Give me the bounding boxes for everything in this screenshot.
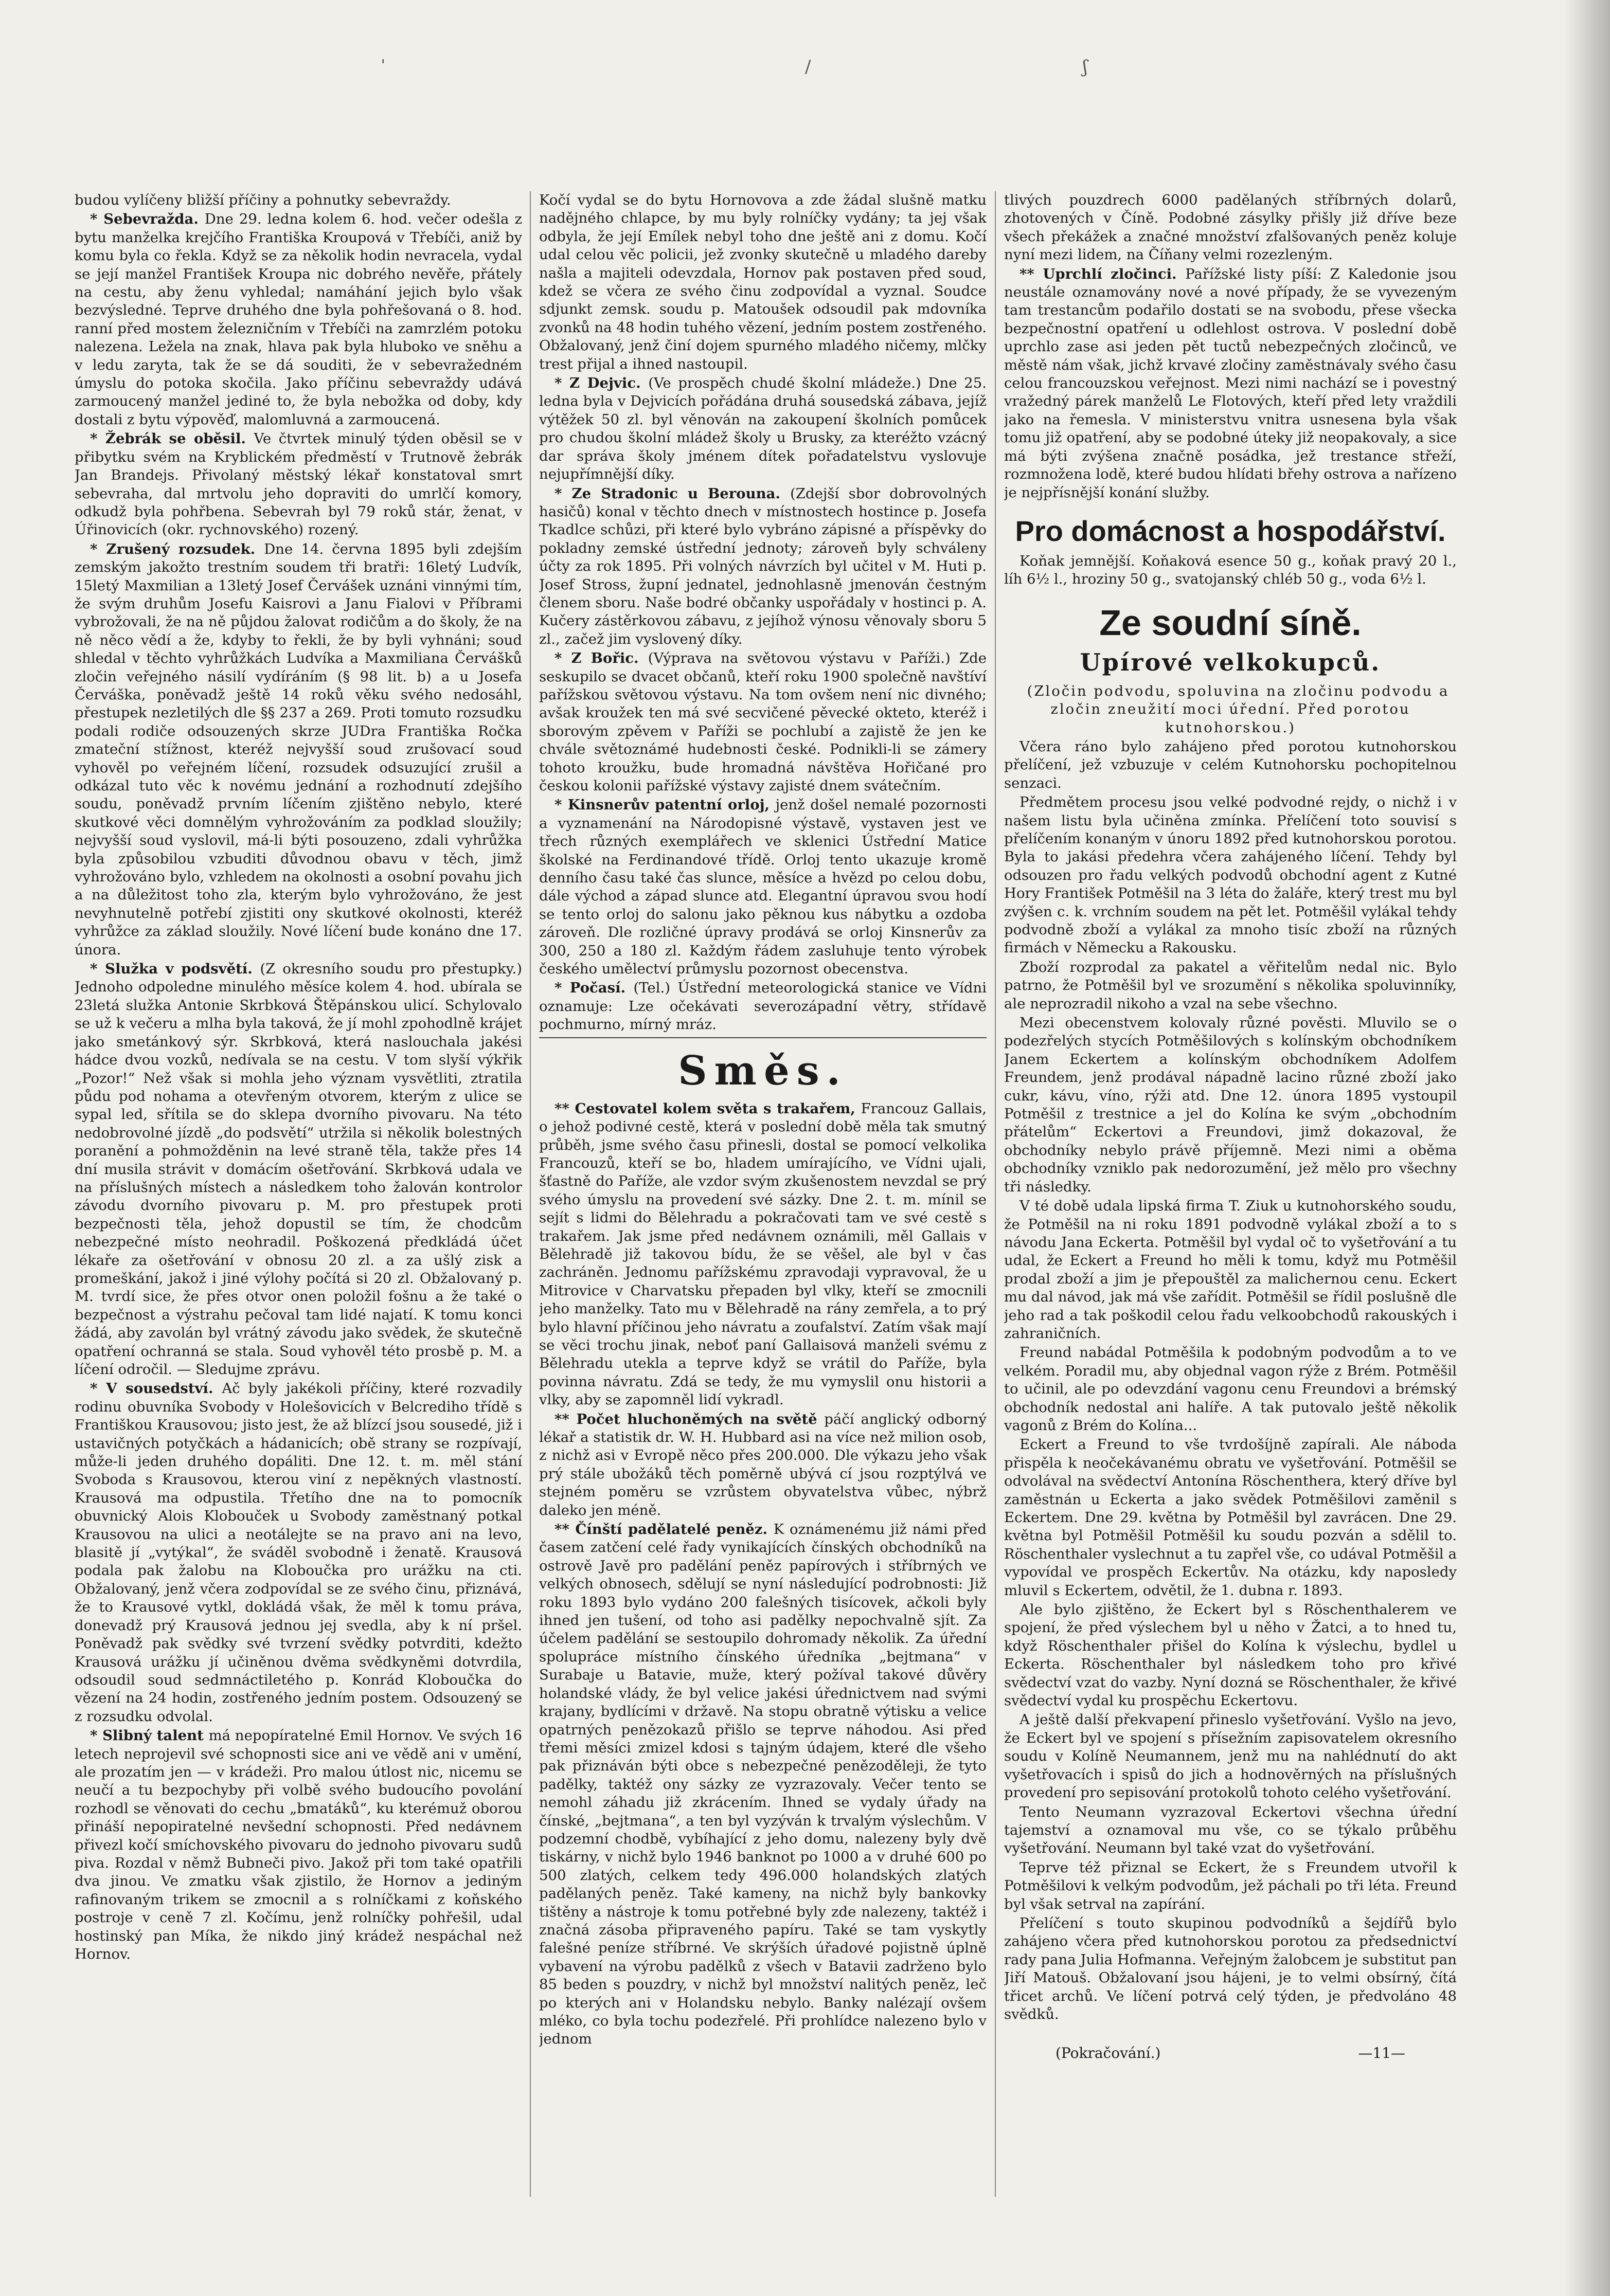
- article-text: tlivých pouzdrech 6000 padělaných stříbrných dolarů, zhotovených v Číně. Podobné zásylky přišly již dříve beze všech překážek a značné množství zfalšovaných peněz koluje nyní mezi lidem, na Číňany velmi rozezleným.: [1004, 192, 1457, 263]
- article-paragraph: [539, 979, 987, 1034]
- article-paragraph: [1004, 265, 1457, 502]
- article-text: Kočí vydal se do bytu Hornovova a zde žádal slušně matku nadějného chlapce, by mu byly rolníčky vydány; ta jej však odbyla, že její Emílek nebyl toho dne ještě ani z domu. Kočí udal celou věc policii, jež zvonky skutečně u mladého dareby našla a majiteli odevzdala, Hornov pak postaven před soud, kdež se včera ze svého činu zodpovídal a vyznal. Soudce sdjunkt zemsk. soudu p. Matoušek odsoudil pak mdovníka zvonků na 48 hodin tuhého vězení, jedním postem zostřeného. Obžalovaný, jenž činí dojem spurného mladého ničemy, mlčky trest přijal a ihned nastoupil.: [539, 192, 987, 372]
- article-paragraph: [1004, 1859, 1457, 1913]
- article-headline: * Služka v podsvětí.: [90, 961, 260, 978]
- article-paragraph: [1004, 1914, 1457, 2023]
- article-paragraph: [539, 191, 987, 373]
- article-paragraph: [1004, 1711, 1457, 1802]
- article-headline: ** Počet hluchoněmých na světě: [554, 1411, 825, 1427]
- page-footer: [1004, 2044, 1457, 2062]
- article-paragraph: [75, 540, 522, 959]
- section-heading-household: Pro domácnost a hospodářství.: [1015, 514, 1446, 547]
- article-text: A ještě další překvapení přineslo vyšetřování. Vyšlo na jevo, že Eckert byl ve spojení s přísežním zapisovatelem okresního soudu v Kolíně Neumannem, jenž mu na nahlédnutí do akt vyšetřovacích i spisů do jich a hodnověrných na příslušných provedení pro sepisování protokolů tohoto celého vyšetřování.: [1004, 1711, 1457, 1801]
- article-paragraph: [75, 1727, 522, 1963]
- article-headline: ** Uprchlí zločinci.: [1019, 265, 1186, 282]
- article-paragraph: [75, 1380, 522, 1726]
- article-text: Mezi obecenstvem kolovaly různé pověsti. Mluvilo se o podezřelých stycích Potměšilových s kolínským obchodníkem Janem Eckertem a kolínským obchodníkem Adolfem Freundem, jenž prodával nápadně lacino různé zboží jako cukr, kávu, víno, rýži atd. Dne 12. února 1895 vystoupil Potměšil z trestnice a jel do Kolína ke svým „obchodním přátelům“ Eckertovi a Freundovi, jimž dokazoval, že obchodníky nebylo právě příjemně. Mezi nimi a oběma obchodníky vzniklo pak nedorozumění, jež mělo pro všechny tři následky.: [1004, 1015, 1457, 1195]
- article-text: Ve čtvrtek minulý týden oběsil se v přibytku svém na Kryblickém předměstí v Trutnově žebrák Jan Brandejs. Přivolaný městský lékař konstatoval smrt sebevraha, dal mrtvolu jeho dopraviti do umrlčí komory, odkudž byla pohřbena. Sebevrah byl 79 roků stár, ženat, v Úřinovicích (okr. rychnovského) rozený.: [75, 430, 522, 538]
- article-paragraph: [75, 960, 522, 1379]
- article-paragraph: [1004, 1803, 1457, 1858]
- article-headline: * Z Dejvic.: [554, 375, 649, 392]
- page-number: —11—: [1358, 2045, 1405, 2062]
- article-text: Pařížské listy píší: Z Kaledonie jsou neustále oznamovány nové a nové případy, že se vyvezeným tam trestancům podařilo dostati se na svobodu, přese všecka bezpečnostní opatření u odlehlost ostrova. V poslední době uprchlo zase asi jeden pět tuctů nebezpečných zločinců, ve městě nám však, jichž krvavé zločiny zaměstnávaly svého času celou francouzskou veřejnost. Mezi nimi nachází se i povestný vražedný párek manželů Le Flotových, kteří před lety vraždili jako na řemesla. V ministerstvu vnitra usnesena byla však tomu již opatření, aby se podobné úteky již neopakovaly, a sice má býti zvýšena značně posádka, jež trestance střeží, rozmnožena lodě, které budou hlídati břehy ostrova a nařízeno je nejpřísnější konání služby.: [1004, 265, 1457, 501]
- article-text: Dne 29. ledna kolem 6. hod. večer odešla z bytu manželka krejčího Františka Kroupová v Třebíči, aniž by komu byla co řekla. Když se za několik hodin nevracela, vydal se její manžel František Kroupa nic dobrého nevěře, přátely na cestu, aby ženu vyhledal; namáhání jejich bylo však bezvýsledné. Teprve druhého dne byla pohřešovaná o 8. hod. ranní před mostem železničním v Třebíči na zamrzlém potoku nalezena. Ležela na znak, hlava pak byla hluboko ve sněhu a v ledu zaryta, tak že se dá souditi, že v sebevražedném úmyslu do potoka skočila. Jako příčinu sebevraždy udává zarmoucený manžel jediné to, že byla nebožka od doby, kdy dostali z bytu výpověď, malomluvná a zarmoucená.: [75, 211, 522, 428]
- article-headline: * Zrušený rozsudek.: [90, 540, 264, 557]
- article-text: Dne 14. června 1895 byli zdejším zemským jakožto trestním soudem tři bratři: 16letý Ludvík, 15letý Maxmilian a 13letý Josef Červášek uznáni vinnými tím, že svým druhům Josefu Kaisrovi a Janu Fialovi v Příbrami vybrožovali, že na ně půjdou žalovat rodičům a do školy, že na ně něco vědí a že, kdyby to řekli, že by byli vyhnáni; soud shledal v těchto vyhrůžkách Ludvíka a Maxmiliana Červášků zločin veřejného násilí vydíráním (§ 98 lit. b) a u Josefa Červáška, poněvadž ještě 14 roků věku svého nedosáhl, přestupek nezletilých dle §§ 237 a 269. Proti tomuto rozsudku podali rodiče odsouzených skrze JUDra Františka Ročka zmateční stížnost, kteréž nejvyšší soud zrušovací soud vyhověl po veřejném líčení, rozsudek odsuzující zrušil a odkázal tuto věc k novému jednání a rozhodnutí zdejšího soudu, poněvadž prvním líčením zjištěno nebylo, které skutkové věci domnělým vyhrožováním za podklad sloužily; nejvyšší soud vyslovil, má-li býti posouzeno, zdali vyhrůžka byla způsobilou vzbuditi důvodnou obavu v těch, jimž vyhrožováno bylo, vzhledem na okolnosti a osobní povahu jich a na důležitost toho zla, kterým bylo vyhrožováno, že jest nevyhnutelně potřebí zjistiti ony skutkové okolnosti, kteréž vyhrůžce za základ sloužily. Nové líčení bude konáno dne 17. února.: [75, 540, 522, 958]
- article-paragraph: [1004, 552, 1457, 589]
- article-text: (Tel.) Ústřední meteorologická stanice ve Vídni oznamuje: Lze očekávati severozápadní větry, střídavě pochmurno, mírný mráz.: [539, 980, 987, 1033]
- article-heading: Upírové velkokupců.: [1080, 648, 1381, 676]
- article-text: Ale bylo zjištěno, že Eckert byl s Röschenthalerem ve spojení, že před výslechem byl u něho v Žatci, a to hned tu, když Röschenthaler přišel do Kolína k výslechu, bydlel u Eckerta. Röschenthaler byl následkem toho pro křivé svědectví vzat do vazby. Nyní dozná se Röschenthaler, že křivé svědectví vydal ku prospěchu Eckertovu.: [1004, 1601, 1457, 1709]
- article-text: V té době udala lipská firma T. Ziuk u kutnohorského soudu, že Potměšil na ni roku 1891 podvodně vylákal zboží a to s návodu Jana Eckerta. Potměšil byl vydal oč to vyšetřování a tu udal, že Eckert a Freund ho měli k tomu, když mu Potměšil prodal zboží a jim je přepouštěl za malichernou cenu. Eckert mu dal návod, jak má vše zařídit. Potměšil se řídil poslušně dle jeho rad a tak poškodil celou řadu velkoobchodů rakouských i zahraničních.: [1004, 1198, 1457, 1342]
- article-headline: * Slibný talent: [90, 1727, 209, 1744]
- article-text: (Ve prospěch chudé školní mládeže.) Dne 25. ledna byla v Dejvicích pořádána druhá sousedská zábava, jejíž výtěžek 50 zl. byl věnován na zakoupení školních pomůcek pro chudou školní mládež školy u Brusky, za kteréžto vzácný dar správa školy jménem dítek pořadatelstvu vyslovuje nejupřímnější díky.: [539, 375, 987, 483]
- article-paragraph: [1004, 1197, 1457, 1343]
- section-heading-court: Ze soudní síně.: [1099, 602, 1362, 643]
- article-text: budou vylíčeny bližší příčiny a pohnutky sebevraždy.: [75, 192, 451, 208]
- article-paragraph: [1004, 1014, 1457, 1196]
- article-text: (Výprava na světovou výstavu v Paříži.) Zde seskupilo se dvacet občanů, kteří roku 1900 společně navštíví pařížskou světovou výstavu. Na tom ovšem není nic divného; avšak kroužek ten má své secvičené pěvecké okteto, kteréž i sborovým zpěvem v Paříži se pochlubí a zajistě že jen ke chvále světoznámé hudebnosti české. Podnikli-li se zámery tohoto kroužku, bude hromadná návštěva Hořičané pro českou kolonii pařížské výstavy zajisté dnem svátečním.: [539, 650, 987, 794]
- article-text: Freund nabádal Potměšila k podobným podvodům a to ve velkém. Poradil mu, aby objednal vagon rýže z Brém. Potměšil to učinil, ale po odevzdání vagonu cenu Freundovi a brémský obchodník nedostal ani halíře. A tak putovalo ještě několik vagonů z Brém do Kolína...: [1004, 1344, 1457, 1434]
- article-text: K oznámenému již námi před časem zatčení celé řady vynikajících čínských obchodníků na ostrově Javě pro padělání peněz papírových i stříbrných ve velkých obnosech, sdělují se nyní následující podrobnosti: Již roku 1893 bylo vydáno 200 falešných tisícovek, ačkoli byly ihned jen tušení, od toho asi padělky nepochvalně sjít. Za účelem padělání se sestoupilo dohromady několik. Za úřední spolupráce místního čínského úředníka „bejtmana“ v Surabaje u Batavie, muže, který požíval takové důvěry holandské vlády, že byl velice jakési úřednictvem nad svými krajany, bydlícími v državě. Na stopu obratně výtisku a velice opatrných penězokazů přišlo se teprve náhodou. Asi před třemi měsíci zmizel kdosi s tajným údajem, které dle všeho pak přiznáván býti obce s nebezpečné penězoděleji, že tyto padělky, taktéž ony sázky ze vyzrazovaly. Večer tento se nemohl záhadu již zkrácením. Ihned se vydaly úřady na čínské, „bejtmana“, a ten byl vyzýván k trvalým výslechům. V podzemní chodbě, vybíhající z jeho domu, nalezeny byly dvě tiskárny, v nichž bylo 1946 banknot po 1000 a v druhé 600 po 500 zlatých, celkem tedy 496.000 holandských zlatých padělaných peněz. Také kameny, na nichž byly bankovky tištěny a nástroje k tomu potřebné byly zde nalezeny, taktéž i značná zásoba připraveného papíru. Také se tam vyskytly falešné peníze stříbrné. Ve skrýších úřadové pojistně úplně vybavení na výrobu padělků z všech v Batavii zadrženo bylo 85 beden s pouzdry, v nichž byl množství nalitých peněz, leč po kterých ani v Holandsku nebylo. Banky nalézají ovšem mléko, co byla tochu podezřelé. Při prohlídce nalezeno bylo v jednom: [539, 1521, 987, 2048]
- article-text: má nepopíratelné Emil Hornov. Ve svých 16 letech neprojevil své schopnosti sice ani ve vědě ani v umění, ale prozatím jen — v krádeži. Pro malou útlost nic, nicemu se neučí a tu bezpochyby při volbě svého budoucího povolání rozhodl se věnovati do cechu „bmatáků“, ku kterémuž oborou přináší nepopiratelné nevšední schopnosti. Před nedávnem přivezl kočí smíchovského pivovaru do jednoho pivovaru sudů piva. Rozdal v němž Bubneči pivo. Jakož při tom také opatřili dva jinou. Ve zmatku však zjistilo, že Hornov a jediným rafinovaným trikem se zmocnil a s rolníčkami z koňského postroje v ceně 7 zl. Kočímu, jenž rolníčky pohřešil, udal hostinský pan Míka, že nikdo jiný krádež nespáchal než Hornov.: [75, 1727, 522, 1962]
- column-1: [75, 191, 522, 2238]
- article-text: Zboží rozprodal za pakatel a věřitelům nedal nic. Bylo patrno, že Potměšil byl ve srozumění s několika spoluvinníky, ale neprozradil nikoho a vzal na sebe všechno.: [1004, 959, 1457, 1012]
- article-paragraph: [539, 649, 987, 795]
- article-paragraph: [75, 430, 522, 539]
- article-text: Ač byly jakékoli příčiny, které rozvadily rodinu obuvníka Svobody v Holešovicích v Belcrediho třídě s Františkou Krausovou; jisto jest, že až blízcí jsou sousedé, již i ustavičných potyčkách a hádanicích; obě strany se rozpívají, může-li jeden druhého dopáliti. Dne 12. t. m. měl stání Svoboda s Krausovou, kterou viní z nepěkných vlastností. Krausová ma odpustila. Třetího dne na to pomocník obuvnický Alois Klobouček u Svobody zaměstnaný potkal Krausovou na ulici a neotálejte se na pravo ani na levo, blasitě jí „vytýkal“, že sváděl svobodně i ženatě. Krausová podala pak žalobu na Kloboučka pro urážku na cti. Obžalovaný, jenž včera zodpovídal se ze svého činu, přiznává, že to Krausové vytkl, dokládá však, že měl k tomu práva, donevadž prý Krausová jednou jej svedla, aby k ní pršel. Poněvadž pak svědky své tvrzení svědky potvrditi, kdežto Krausová urážku jí učiněnou dvěma svědkyněmi dotvrdila, odsoudil soud sedmnáctiletého p. Konrád Kloboučka do vězení na 24 hodin, zostřeného jedním postem. Odsouzený se z rozsudku odvolal.: [75, 1380, 522, 1725]
- article-paragraph: [539, 796, 987, 978]
- article-text: Eckert a Freund to vše tvrdošíjně zapírali. Ale náboda přispěla k neočekávanému obratu ve vyšetřování. Potměšil se odvolával na svědectví Antonína Röschenthera, který dříve byl zaměstnán u Eckerta a jako svědek Potměšilovi zaměnil s Eckertem. Dne 29. května by Potměšil byl zavrácen. Dne 29. května byl Potměšil Potměšil ku soudu pozván a sdělil to. Röschenthaler vyslechnut a tu zapřel vše, co udával Potměšil a vypovídal ve prospěch Eckertův. Na otázku, kdy naposledy mluvil s Eckertem, odvětil, že 1. dubna r. 1893.: [1004, 1436, 1457, 1599]
- article-paragraph: [1004, 793, 1457, 957]
- article-paragraph: [539, 1100, 987, 1409]
- article-text: Včera ráno bylo zahájeno před porotou kutnohorskou přelíčení, jež vzbuzuje v celém Kutnohorsku pochopitelnou senzaci.: [1004, 738, 1457, 791]
- article-paragraph: [75, 191, 522, 209]
- column-rule-2: [995, 191, 996, 2197]
- article-headline: * Z Bořic.: [554, 650, 648, 667]
- article-paragraph: [539, 1411, 987, 1520]
- article-text: (Z okresního soudu pro přestupky.) Jednoho odpoledne minulého měsíce kolem 4. hod. ubírala se 23letá služka Antonie Skrbková Štěpánskou ulicí. Schylovalo se už k večeru a mlha byla taková, že jí mohl zpohodlně krájet jako smetánkový sýr. Skrbková, která naslouchala jakési hádce dvou vozků, nedívala se na cestu. V tom slyší výkřik „Pozor!“ Než však si mohla jeho význam vysvětliti, ztratila půdu pod nohama a otevřeným otvorem, kterým z ulice se sypal led, sřítila se do sklepa dvorního pivovaru. Na této nedobrovolné jízdě „do podsvětí“ utržila si několik bolestných poranění a pohmožděnin na levé straně těla, takže přes 14 dní musila strávit v domácím ošetřování. Skrbková udala ve na příslušných místech a následkem toho žalován kontrolor závodu dvorního pivovaru p. M. pro přestupek proti bezpečnosti těla, jehož dopustil se tím, že chodcům nebezpečné místo neohradil. Poškozená předkládá účet lékaře za ošetřování v obnosu 20 zl. a za ušlý zisk a promeškání, jakož i jiné výlohy počítá si 20 zl. Obžalovaný p. M. tvrdí sice, že přes otvor onen položil fošnu a že také o bezpečnost a výstrahu pečoval tam lidé najatí. K tomu konci žádá, aby zavolán byl vrátný závodu jako svědek, že skutečně opatření ochranná se stala. Soud vyhověl této prosbě p. M. a líčení odročil. — Sledujme zprávu.: [75, 961, 522, 1378]
- article-text: Koňak jemnější. Koňaková esence 50 g., koňak pravý 20 l., líh 6½ l., hroziny 50 g., svatojanský chléb 50 g., voda 6½ l.: [1004, 552, 1457, 588]
- article-text: Přelíčení s touto skupinou podvodníků a šejdířů bylo zahájeno včera před kutnohorskou porotou za předsednictví rady pana Julia Hofmanna. Veřejným žalobcem je substitut pan Jiří Matouš. Obžalovaní jsou hájeni, je to velmi obsírný, čítá třicet archů. Ve líčení potrvá celý týden, je předvoláno 48 svědků.: [1004, 1914, 1457, 2022]
- article-headline: * Sebevražda.: [90, 211, 205, 228]
- article-text: Francouz Gallais, o jehož podivné cestě, která v poslední době měla tak smutný průběh, jsme svého času přinesli, dostal se pomocí velkolika Francouzů, kteří se bo, hladem umírajícího, ve Vídni ujali, šťastně do Paříže, ale vzdor svým zkušenostem nevzdal se prý svého úmyslu na provedení své sázky. Dne 2. t. m. mínil se sejít s lidmi do Bělehradu a pokračovati tam ve své cestě s trakařem. Jak jsme před nedávnem oznámili, měl Gallais v Bělehradě již takovou bídu, že se věšel, ale byl v čas zachráněn. Jednomu pařížskému zpravodaji vypravoval, že u Mitrovice v Charvatsku přepaden byl vlky, kteří se zmocnili jeho manželky. Tato mu v Bělehradě na rány zemřela, a to prý bylo hlavní příčinou jeho návratu a zoufalství. Zatím však mají se věci trochu jinak, neboť paní Gallaisová manželi svému z Bělehradu utekla a teprve když se vrátil do Paříže, byla povinna návratu. Zdá se tedy, že mu vymyslil onu historii a vlky, aby se zapomněl lidí vykradl.: [539, 1100, 987, 1408]
- article-headline: * V sousedství.: [90, 1380, 222, 1397]
- article-paragraph: [539, 374, 987, 483]
- article-paragraph: [539, 485, 987, 649]
- article-text: jenž došel nemalé pozornosti a vyznamenání na Národopisné výstavě, vystaven jest ve třech různých exemplářech ve sklenici Ústřední Matice školské na Ferdinandové třídě. Orloj tento ukazuje kromě denního času také čas slunce, měsíce a hvězd po celou dobu, dále východ a západ slunce atd. Elegantní úpravou svou hodí se tento orloj do salonu jako pěknou kus nábytku a ozdoba zároveň. Dle rozličné úpravy prodává se orloj Kinsnerův za 300, 250 a 180 zl. Každým řádem zasluhuje tento výrobek českého umělectví průmyslu pozornost obecenstva.: [539, 797, 987, 978]
- article-text: Předmětem procesu jsou velké podvodné rejdy, o nichž i v našem listu byla učiněna zmínka. Přelíčení toto souvisí s přelíčením konaným v únoru 1892 před kutnohorskou porotou. Byla to jakási předehra včera zahájeného líčení. Tehdy byl odsouzen pro řadu velkých podvodů obchodní agent z Kutné Hory František Potměšil na 3 léta do žaláře, který trest mu byl zvýšen c. k. vrchním soudem na pět let. Potměšil vylákal tehdy podvodně zboží a vylákal za mnoho tisíc zboží na různých firmách v Německu a Rakousku.: [1004, 794, 1457, 956]
- article-text: Teprve též přiznal se Eckert, že s Freundem utvořil k Potměšilovi k velkým podvodům, jež páchali po tři léta. Freund byl však setrval na zapírání.: [1004, 1859, 1457, 1912]
- column-2: [539, 191, 987, 2238]
- margin-mark-3: ʃ: [1083, 57, 1088, 77]
- article-paragraph: [1004, 738, 1457, 792]
- article-paragraph: [1004, 1436, 1457, 1600]
- article-headline: * Ze Stradonic u Berouna.: [554, 485, 791, 502]
- section-heading-smes: Směs.: [678, 1047, 848, 1094]
- article-paragraph: [1004, 959, 1457, 1013]
- column-rule-1: [530, 191, 531, 2197]
- article-paragraph: [75, 210, 522, 429]
- column-3: [1004, 191, 1457, 2238]
- article-headline: ** Cestovatel kolem světa s trakařem,: [554, 1100, 861, 1117]
- article-paragraph: [1004, 1601, 1457, 1710]
- article-headline: * Počasí.: [554, 980, 634, 997]
- article-text: páčí anglický odborný lékař a statistik dr. W. H. Hubbard asi na více než milion osob, z nichž asi v Evropě něco přes 200.000. Dle výkazu jeho však prý stále ubožáků těch poměrně ubývá cí jsou rozptýlvá ve stejném poměru se vzrůstem obyvatelstva vůbec, nýbrž daleko jen méně.: [539, 1411, 987, 1518]
- article-paragraph: (Zločin podvodu, spoluvina na zločinu podvodu a zločin zneužití moci úřední. Před porotou kutnohorskou.): [1027, 682, 1450, 736]
- margin-mark-2: /: [805, 57, 811, 77]
- continued-note: (Pokračování.): [1056, 2045, 1161, 2062]
- article-headline: * Kinsnerův patentní orloj,: [554, 797, 776, 813]
- article-headline: * Žebrák se oběsil.: [90, 430, 254, 447]
- article-text: (Zdejší sbor dobrovolných hasičů) konal v těchto dnech v místnostech hostince p. Josefa Tkadlce schůzi, při které bylo vybráno zápisné a příspěvky do pokladny zemské ústřední jednoty; zároveň byly schváleny účty za rok 1895. Při volných návrzích byl učitel v M. Huti p. Josef Stross, župní jednatel, jednohlasně jmenován čestným členem sboru. Naše bodré občanky uspořádaly v hostinci p. A. Kučery zástěrkovou zábavu, z jejíhož výnosu věnovaly sboru 5 zl., začež jim vyslovený díky.: [539, 485, 987, 647]
- article-paragraph: [1004, 191, 1457, 264]
- article-headline: ** Čínští padělatelé peněz.: [554, 1521, 774, 1538]
- article-text: Tento Neumann vyzrazoval Eckertovi všechna úřední tajemství a oznamoval mu vše, co se týkalo průběhu vyšetřování. Neumann byl také vzat do vyšetřování.: [1004, 1803, 1457, 1857]
- section-rule: [539, 1037, 987, 1038]
- article-paragraph: [1004, 1344, 1457, 1435]
- page-edge: [1564, 0, 1610, 2296]
- article-paragraph: [539, 1521, 987, 2049]
- margin-mark-1: ˈ: [381, 57, 386, 77]
